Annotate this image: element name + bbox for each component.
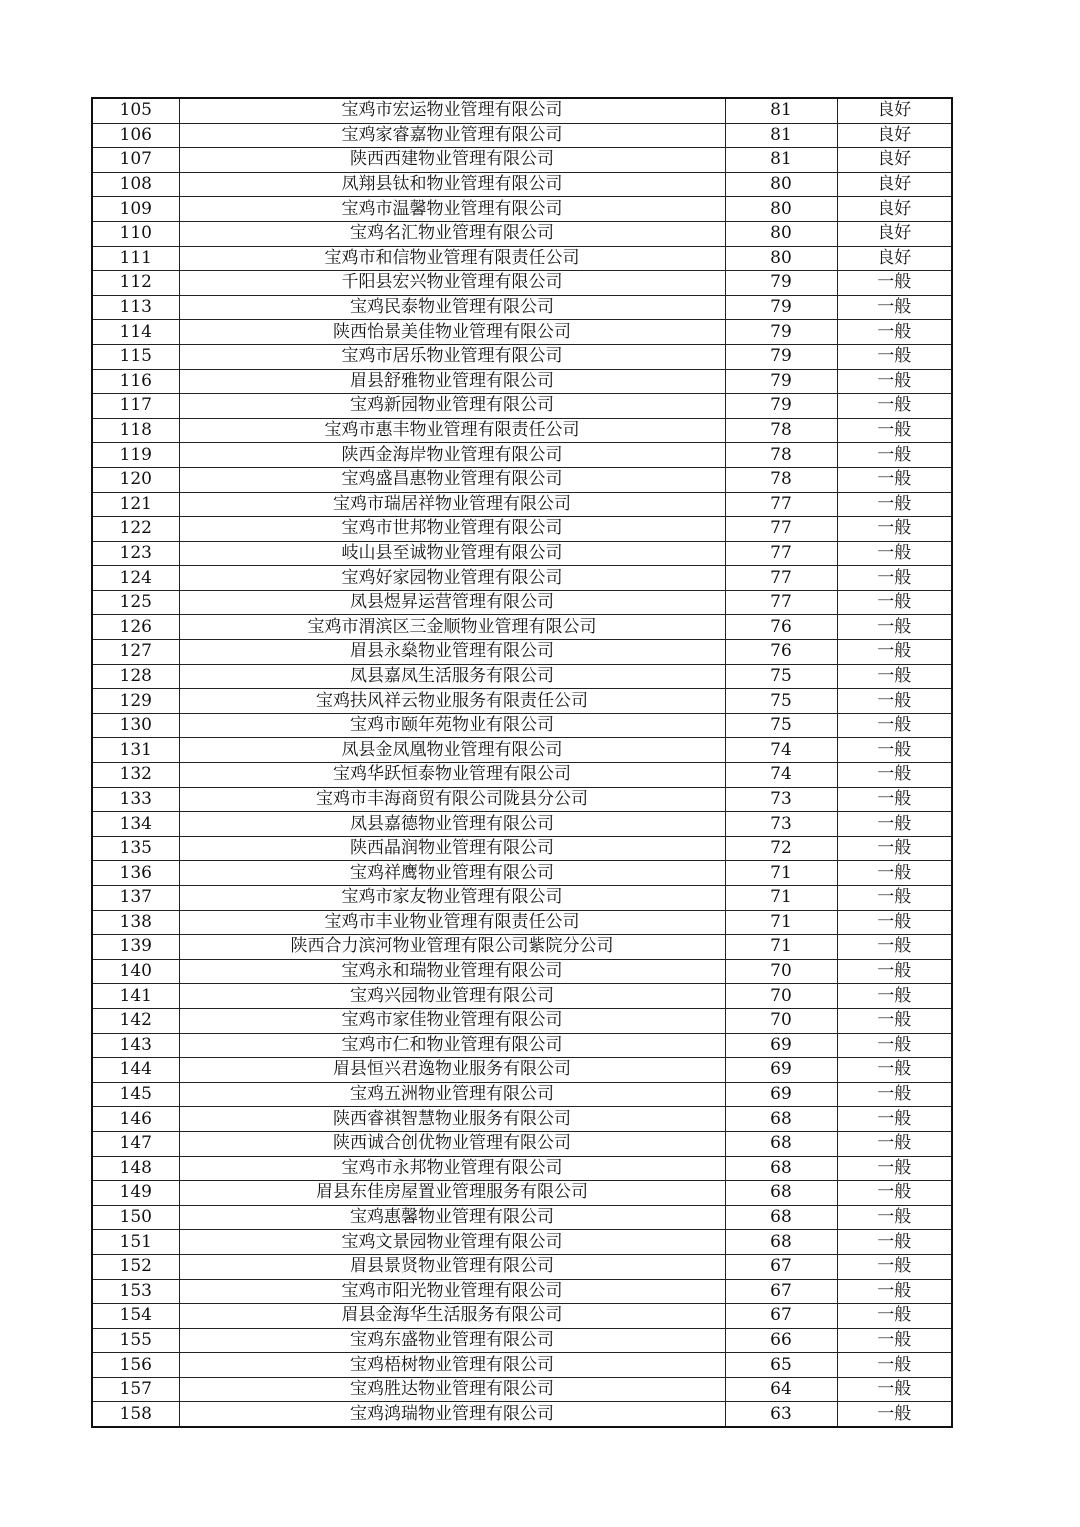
score-cell: 68: [725, 1181, 837, 1206]
rating-cell: 一般: [837, 738, 952, 763]
score-cell: 68: [725, 1131, 837, 1156]
score-cell: 80: [725, 172, 837, 197]
rating-cell: 一般: [837, 935, 952, 960]
row-number-cell: 132: [92, 763, 179, 788]
rating-cell: 一般: [837, 615, 952, 640]
table-row: [92, 344, 952, 369]
score-cell: 79: [725, 295, 837, 320]
company-name-cell: 宝鸡新园物业管理有限公司: [179, 394, 725, 419]
table-row: [92, 246, 952, 271]
rating-cell: 一般: [837, 1008, 952, 1033]
row-number-cell: 110: [92, 221, 179, 246]
company-name-cell: 宝鸡盛昌惠物业管理有限公司: [179, 467, 725, 492]
row-number-cell: 131: [92, 738, 179, 763]
score-cell: 71: [725, 935, 837, 960]
table-row: [92, 271, 952, 296]
row-number-cell: 108: [92, 172, 179, 197]
row-number-cell: 140: [92, 959, 179, 984]
score-cell: 71: [725, 861, 837, 886]
row-number-cell: 106: [92, 123, 179, 148]
score-cell: 63: [725, 1402, 837, 1427]
row-number-cell: 148: [92, 1156, 179, 1181]
company-name-cell: 眉县东佳房屋置业管理服务有限公司: [179, 1181, 725, 1206]
company-name-cell: 岐山县至诚物业管理有限公司: [179, 541, 725, 566]
score-cell: 66: [725, 1328, 837, 1353]
company-name-cell: 眉县舒雅物业管理有限公司: [179, 369, 725, 394]
row-number-cell: 118: [92, 418, 179, 443]
row-number-cell: 150: [92, 1205, 179, 1230]
score-cell: 70: [725, 959, 837, 984]
table-row: [92, 886, 952, 911]
company-name-cell: 宝鸡祥鹰物业管理有限公司: [179, 861, 725, 886]
table-row: [92, 369, 952, 394]
company-name-cell: 宝鸡市丰业物业管理有限责任公司: [179, 910, 725, 935]
company-name-cell: 宝鸡市惠丰物业管理有限责任公司: [179, 418, 725, 443]
rating-cell: 一般: [837, 517, 952, 542]
table-row: [92, 1353, 952, 1378]
table-row: [92, 836, 952, 861]
row-number-cell: 119: [92, 443, 179, 468]
table-row: [92, 959, 952, 984]
row-number-cell: 157: [92, 1377, 179, 1402]
table-row: [92, 197, 952, 222]
rating-cell: 一般: [837, 1353, 952, 1378]
score-cell: 80: [725, 221, 837, 246]
rating-cell: 一般: [837, 443, 952, 468]
score-cell: 69: [725, 1033, 837, 1058]
score-cell: 70: [725, 1008, 837, 1033]
table-row: [92, 812, 952, 837]
table-row: [92, 763, 952, 788]
score-cell: 76: [725, 640, 837, 665]
table-row: [92, 984, 952, 1009]
table-row: [92, 320, 952, 345]
rating-cell: 一般: [837, 1254, 952, 1279]
row-number-cell: 135: [92, 836, 179, 861]
table-row: [92, 1131, 952, 1156]
rating-cell: 一般: [837, 566, 952, 591]
score-cell: 71: [725, 886, 837, 911]
company-name-cell: 宝鸡永和瑞物业管理有限公司: [179, 959, 725, 984]
table-row: [92, 98, 952, 123]
table-row: [92, 713, 952, 738]
score-cell: 67: [725, 1304, 837, 1329]
company-name-cell: 宝鸡文景园物业管理有限公司: [179, 1230, 725, 1255]
score-cell: 78: [725, 443, 837, 468]
rating-cell: 良好: [837, 246, 952, 271]
row-number-cell: 107: [92, 148, 179, 173]
company-name-cell: 宝鸡市和信物业管理有限责任公司: [179, 246, 725, 271]
rating-cell: 良好: [837, 197, 952, 222]
table-row: [92, 541, 952, 566]
company-name-cell: 千阳县宏兴物业管理有限公司: [179, 271, 725, 296]
rating-cell: 良好: [837, 98, 952, 123]
score-cell: 70: [725, 984, 837, 1009]
rating-cell: 一般: [837, 344, 952, 369]
table-row: [92, 738, 952, 763]
score-cell: 67: [725, 1279, 837, 1304]
rating-cell: 一般: [837, 271, 952, 296]
row-number-cell: 120: [92, 467, 179, 492]
table-row: [92, 172, 952, 197]
row-number-cell: 138: [92, 910, 179, 935]
score-cell: 79: [725, 320, 837, 345]
row-number-cell: 124: [92, 566, 179, 591]
score-cell: 76: [725, 615, 837, 640]
row-number-cell: 116: [92, 369, 179, 394]
score-cell: 77: [725, 541, 837, 566]
score-cell: 77: [725, 517, 837, 542]
company-name-cell: 宝鸡好家园物业管理有限公司: [179, 566, 725, 591]
row-number-cell: 151: [92, 1230, 179, 1255]
rating-cell: 一般: [837, 1058, 952, 1083]
row-number-cell: 125: [92, 590, 179, 615]
rating-cell: 良好: [837, 123, 952, 148]
row-number-cell: 137: [92, 886, 179, 911]
table-row: [92, 689, 952, 714]
rating-cell: 一般: [837, 664, 952, 689]
table-row: [92, 467, 952, 492]
table-row: [92, 615, 952, 640]
company-name-cell: 陕西诚合创优物业管理有限公司: [179, 1131, 725, 1156]
table-row: [92, 1058, 952, 1083]
row-number-cell: 121: [92, 492, 179, 517]
score-cell: 69: [725, 1082, 837, 1107]
score-cell: 77: [725, 492, 837, 517]
score-cell: 68: [725, 1156, 837, 1181]
company-name-cell: 陕西晶润物业管理有限公司: [179, 836, 725, 861]
score-cell: 78: [725, 467, 837, 492]
table-row: [92, 1082, 952, 1107]
rating-cell: 一般: [837, 1107, 952, 1132]
rating-cell: 一般: [837, 295, 952, 320]
score-cell: 68: [725, 1107, 837, 1132]
rating-cell: 一般: [837, 492, 952, 517]
score-cell: 79: [725, 344, 837, 369]
rating-cell: 一般: [837, 812, 952, 837]
row-number-cell: 123: [92, 541, 179, 566]
company-name-cell: 宝鸡市宏运物业管理有限公司: [179, 98, 725, 123]
table-row: [92, 394, 952, 419]
row-number-cell: 128: [92, 664, 179, 689]
score-cell: 67: [725, 1254, 837, 1279]
row-number-cell: 115: [92, 344, 179, 369]
table-row: [92, 1402, 952, 1427]
score-cell: 77: [725, 590, 837, 615]
company-name-cell: 宝鸡市家佳物业管理有限公司: [179, 1008, 725, 1033]
row-number-cell: 145: [92, 1082, 179, 1107]
row-number-cell: 122: [92, 517, 179, 542]
company-name-cell: 宝鸡市仁和物业管理有限公司: [179, 1033, 725, 1058]
score-cell: 79: [725, 369, 837, 394]
rating-cell: 一般: [837, 1230, 952, 1255]
company-name-cell: 宝鸡市瑞居祥物业管理有限公司: [179, 492, 725, 517]
score-cell: 68: [725, 1205, 837, 1230]
table-row: [92, 861, 952, 886]
rating-cell: 一般: [837, 910, 952, 935]
table-row: [92, 1181, 952, 1206]
row-number-cell: 134: [92, 812, 179, 837]
row-number-cell: 129: [92, 689, 179, 714]
rating-cell: 一般: [837, 541, 952, 566]
company-name-cell: 陕西合力滨河物业管理有限公司紫院分公司: [179, 935, 725, 960]
table-row: [92, 1008, 952, 1033]
score-cell: 80: [725, 246, 837, 271]
company-name-cell: 宝鸡五洲物业管理有限公司: [179, 1082, 725, 1107]
table-row: [92, 221, 952, 246]
rating-cell: 一般: [837, 1328, 952, 1353]
row-number-cell: 144: [92, 1058, 179, 1083]
score-cell: 81: [725, 98, 837, 123]
score-cell: 75: [725, 713, 837, 738]
table-row: [92, 787, 952, 812]
score-cell: 75: [725, 689, 837, 714]
table-row: [92, 1279, 952, 1304]
table-row: [92, 1107, 952, 1132]
row-number-cell: 113: [92, 295, 179, 320]
table-row: [92, 910, 952, 935]
rating-cell: 一般: [837, 640, 952, 665]
score-cell: 73: [725, 787, 837, 812]
row-number-cell: 142: [92, 1008, 179, 1033]
table-row: [92, 1328, 952, 1353]
rating-cell: 一般: [837, 984, 952, 1009]
score-cell: 77: [725, 566, 837, 591]
score-cell: 64: [725, 1377, 837, 1402]
score-cell: 73: [725, 812, 837, 837]
row-number-cell: 153: [92, 1279, 179, 1304]
table-row: [92, 123, 952, 148]
table-row: [92, 418, 952, 443]
rating-cell: 一般: [837, 886, 952, 911]
company-name-cell: 眉县恒兴君逸物业服务有限公司: [179, 1058, 725, 1083]
row-number-cell: 154: [92, 1304, 179, 1329]
table-row: [92, 295, 952, 320]
rating-cell: 一般: [837, 1377, 952, 1402]
row-number-cell: 146: [92, 1107, 179, 1132]
table-row: [92, 640, 952, 665]
company-name-cell: 宝鸡名汇物业管理有限公司: [179, 221, 725, 246]
rating-cell: 一般: [837, 1082, 952, 1107]
company-name-cell: 宝鸡民泰物业管理有限公司: [179, 295, 725, 320]
score-cell: 81: [725, 148, 837, 173]
score-cell: 80: [725, 197, 837, 222]
rating-cell: 一般: [837, 763, 952, 788]
row-number-cell: 114: [92, 320, 179, 345]
company-name-cell: 宝鸡胜达物业管理有限公司: [179, 1377, 725, 1402]
row-number-cell: 105: [92, 98, 179, 123]
rating-cell: 一般: [837, 689, 952, 714]
company-name-cell: 宝鸡市丰海商贸有限公司陇县分公司: [179, 787, 725, 812]
row-number-cell: 127: [92, 640, 179, 665]
company-name-cell: 宝鸡市家友物业管理有限公司: [179, 886, 725, 911]
row-number-cell: 155: [92, 1328, 179, 1353]
rating-cell: 一般: [837, 836, 952, 861]
rating-cell: 一般: [837, 369, 952, 394]
rating-cell: 良好: [837, 221, 952, 246]
score-cell: 79: [725, 271, 837, 296]
score-cell: 81: [725, 123, 837, 148]
score-cell: 72: [725, 836, 837, 861]
company-name-cell: 凤翔县钛和物业管理有限公司: [179, 172, 725, 197]
company-name-cell: 眉县景贤物业管理有限公司: [179, 1254, 725, 1279]
table-row: [92, 1156, 952, 1181]
company-name-cell: 陕西睿祺智慧物业服务有限公司: [179, 1107, 725, 1132]
row-number-cell: 139: [92, 935, 179, 960]
company-name-cell: 凤县嘉德物业管理有限公司: [179, 812, 725, 837]
table-row: [92, 1304, 952, 1329]
company-name-cell: 宝鸡华跃恒泰物业管理有限公司: [179, 763, 725, 788]
company-name-cell: 宝鸡梧树物业管理有限公司: [179, 1353, 725, 1378]
company-name-cell: 凤县嘉凤生活服务有限公司: [179, 664, 725, 689]
table-row: [92, 1254, 952, 1279]
row-number-cell: 112: [92, 271, 179, 296]
rating-cell: 一般: [837, 1131, 952, 1156]
company-name-cell: 陕西金海岸物业管理有限公司: [179, 443, 725, 468]
row-number-cell: 109: [92, 197, 179, 222]
company-name-cell: 宝鸡市永邦物业管理有限公司: [179, 1156, 725, 1181]
company-name-cell: 宝鸡市颐年苑物业有限公司: [179, 713, 725, 738]
rating-cell: 一般: [837, 713, 952, 738]
rating-cell: 一般: [837, 1033, 952, 1058]
row-number-cell: 133: [92, 787, 179, 812]
company-name-cell: 凤县金凤凰物业管理有限公司: [179, 738, 725, 763]
table-row: [92, 1230, 952, 1255]
row-number-cell: 143: [92, 1033, 179, 1058]
score-cell: 78: [725, 418, 837, 443]
score-cell: 74: [725, 738, 837, 763]
row-number-cell: 117: [92, 394, 179, 419]
rating-cell: 一般: [837, 861, 952, 886]
rating-cell: 一般: [837, 590, 952, 615]
row-number-cell: 136: [92, 861, 179, 886]
company-name-cell: 宝鸡市温馨物业管理有限公司: [179, 197, 725, 222]
company-name-cell: 宝鸡市世邦物业管理有限公司: [179, 517, 725, 542]
row-number-cell: 141: [92, 984, 179, 1009]
rating-cell: 一般: [837, 959, 952, 984]
row-number-cell: 130: [92, 713, 179, 738]
company-name-cell: 宝鸡市居乐物业管理有限公司: [179, 344, 725, 369]
score-cell: 68: [725, 1230, 837, 1255]
rating-cell: 良好: [837, 172, 952, 197]
company-name-cell: 宝鸡市阳光物业管理有限公司: [179, 1279, 725, 1304]
rating-cell: 一般: [837, 1304, 952, 1329]
rating-cell: 一般: [837, 787, 952, 812]
row-number-cell: 156: [92, 1353, 179, 1378]
company-name-cell: 宝鸡市渭滨区三金顺物业管理有限公司: [179, 615, 725, 640]
rating-cell: 一般: [837, 1156, 952, 1181]
score-cell: 79: [725, 394, 837, 419]
rating-cell: 一般: [837, 1279, 952, 1304]
table-row: [92, 590, 952, 615]
ranking-table-container: [91, 97, 951, 1428]
score-cell: 65: [725, 1353, 837, 1378]
company-name-cell: 陕西西建物业管理有限公司: [179, 148, 725, 173]
company-name-cell: 宝鸡东盛物业管理有限公司: [179, 1328, 725, 1353]
table-row: [92, 1205, 952, 1230]
row-number-cell: 158: [92, 1402, 179, 1427]
row-number-cell: 111: [92, 246, 179, 271]
company-name-cell: 宝鸡鸿瑞物业管理有限公司: [179, 1402, 725, 1427]
table-row: [92, 935, 952, 960]
table-row: [92, 148, 952, 173]
row-number-cell: 126: [92, 615, 179, 640]
company-name-cell: 眉县永燊物业管理有限公司: [179, 640, 725, 665]
row-number-cell: 149: [92, 1181, 179, 1206]
table-row: [92, 1033, 952, 1058]
rating-cell: 一般: [837, 320, 952, 345]
rating-cell: 一般: [837, 1205, 952, 1230]
rating-cell: 一般: [837, 394, 952, 419]
table-row: [92, 492, 952, 517]
score-cell: 75: [725, 664, 837, 689]
company-name-cell: 眉县金海华生活服务有限公司: [179, 1304, 725, 1329]
company-name-cell: 凤县煜昇运营管理有限公司: [179, 590, 725, 615]
table-body: [92, 98, 952, 1427]
rating-cell: 一般: [837, 418, 952, 443]
company-name-cell: 宝鸡惠馨物业管理有限公司: [179, 1205, 725, 1230]
company-name-cell: 宝鸡扶风祥云物业服务有限责任公司: [179, 689, 725, 714]
table-row: [92, 517, 952, 542]
rating-cell: 一般: [837, 1402, 952, 1427]
table-row: [92, 1377, 952, 1402]
table-row: [92, 664, 952, 689]
score-cell: 69: [725, 1058, 837, 1083]
rating-cell: 良好: [837, 148, 952, 173]
company-name-cell: 宝鸡兴园物业管理有限公司: [179, 984, 725, 1009]
rating-cell: 一般: [837, 467, 952, 492]
company-name-cell: 宝鸡家睿嘉物业管理有限公司: [179, 123, 725, 148]
table-row: [92, 443, 952, 468]
ranking-table: [91, 97, 953, 1428]
score-cell: 74: [725, 763, 837, 788]
company-name-cell: 陕西怡景美佳物业管理有限公司: [179, 320, 725, 345]
row-number-cell: 147: [92, 1131, 179, 1156]
row-number-cell: 152: [92, 1254, 179, 1279]
score-cell: 71: [725, 910, 837, 935]
rating-cell: 一般: [837, 1181, 952, 1206]
table-row: [92, 566, 952, 591]
